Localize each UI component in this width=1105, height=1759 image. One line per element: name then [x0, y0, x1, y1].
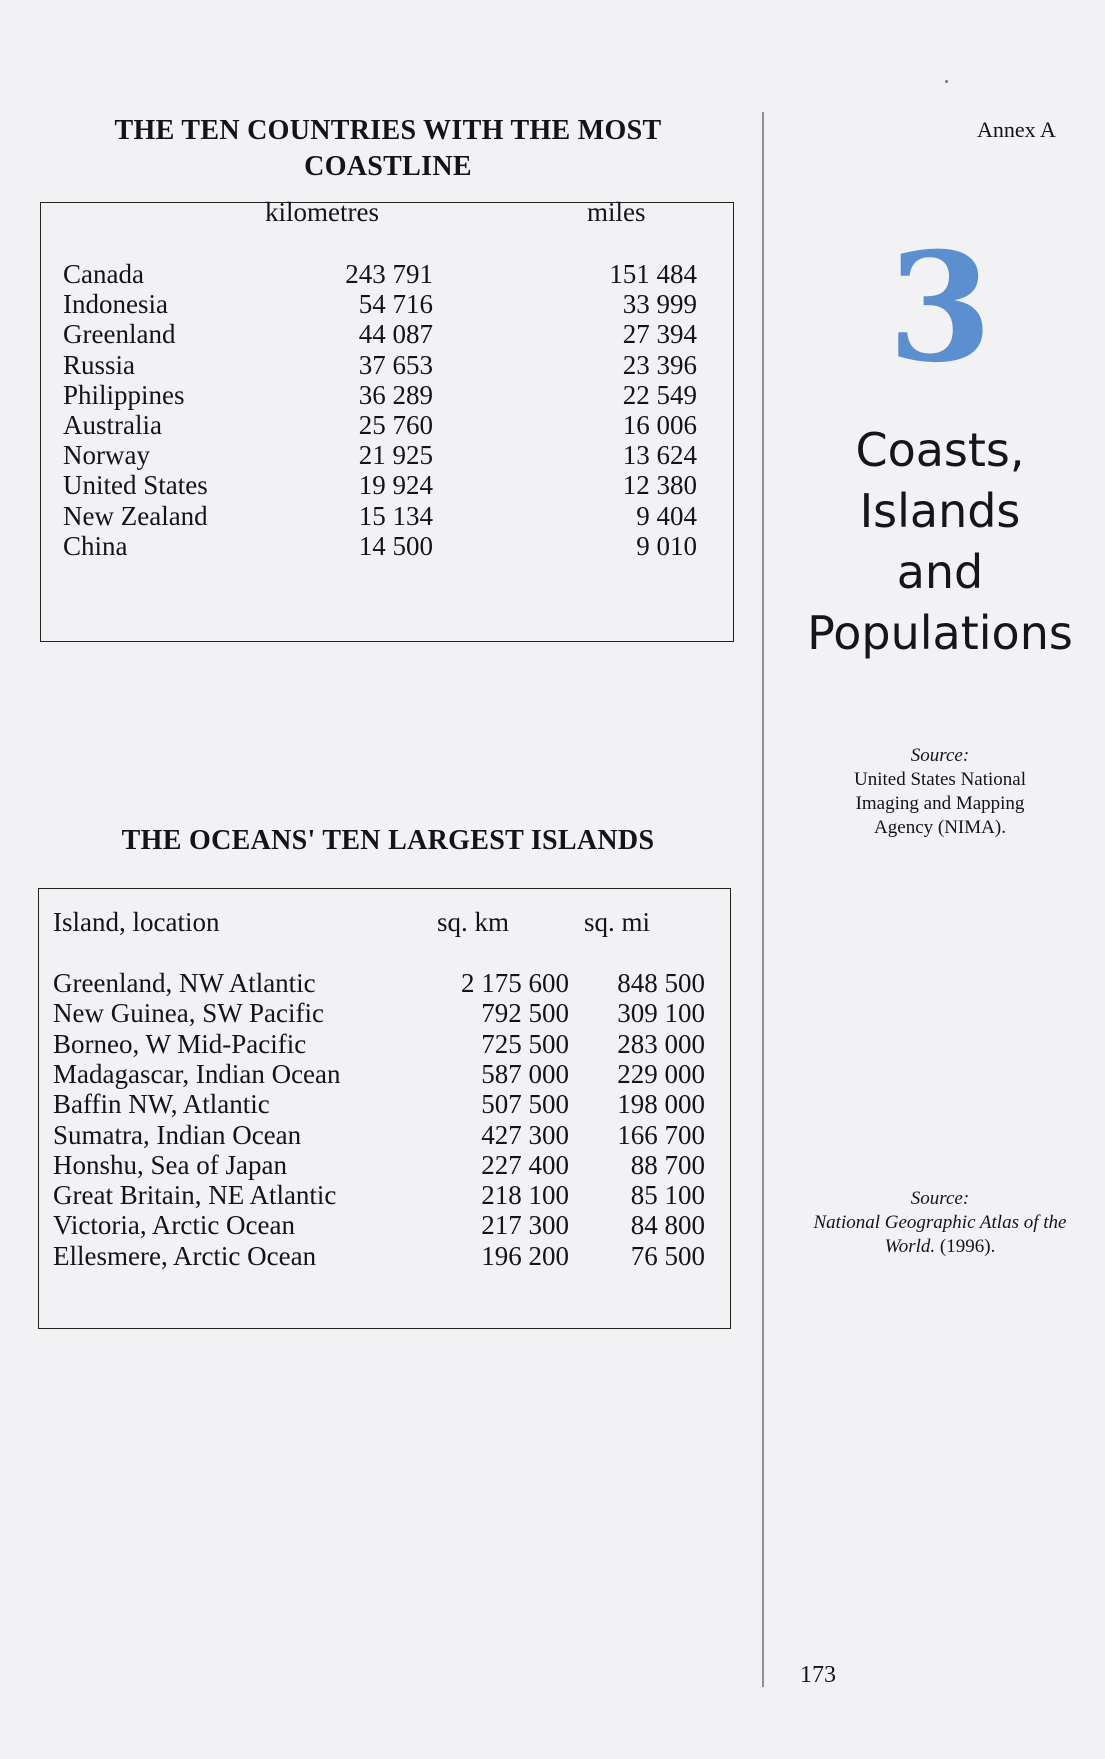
source-line: Imaging and Mapping	[855, 793, 1025, 814]
island-row	[39, 1027, 730, 1061]
source-citation	[790, 1211, 1090, 1259]
country-name: China	[63, 530, 128, 561]
island-name: Ellesmere, Arctic Ocean	[53, 1240, 317, 1271]
value-km: 25 760	[358, 410, 433, 440]
chapter-title-line: and	[896, 545, 984, 599]
country-name: Australia	[63, 410, 162, 440]
value-sqmi: 283 000	[617, 1028, 705, 1059]
value-sqkm: 587 000	[481, 1058, 569, 1089]
value-mi: 33 999	[622, 289, 697, 320]
island-row	[39, 1118, 730, 1152]
value-mi: 13 624	[622, 440, 697, 471]
value-km: 21 925	[358, 440, 433, 471]
island-name: Borneo, W Mid-Pacific	[53, 1028, 307, 1059]
source-label: Source:	[910, 745, 970, 766]
value-mi: 12 380	[622, 470, 697, 501]
island-row	[39, 1087, 730, 1121]
value-sqkm: 196 200	[481, 1240, 569, 1271]
coastline-row	[41, 317, 733, 351]
island-row	[39, 1239, 730, 1273]
value-sqmi: 229 000	[617, 1058, 705, 1089]
island-row	[39, 1148, 730, 1182]
island-name: Great Britain, NE Atlantic	[53, 1180, 337, 1211]
country-name: New Zealand	[63, 500, 208, 531]
value-sqmi: 85 100	[630, 1180, 705, 1211]
country-name: United States	[63, 470, 208, 501]
value-sqmi: 166 700	[617, 1119, 705, 1150]
coastline-table-title: THE TEN COUNTRIES WITH THE MOST COASTLINE	[114, 115, 662, 182]
country-name: Norway	[63, 440, 150, 471]
value-sqkm: 227 400	[481, 1149, 569, 1180]
island-name: Sumatra, Indian Ocean	[53, 1119, 302, 1150]
page-number: 173	[800, 1662, 836, 1688]
coastline-row	[41, 378, 733, 412]
value-sqmi: 88 700	[630, 1149, 705, 1180]
island-row	[39, 1178, 730, 1212]
coastline-row	[41, 257, 733, 291]
coastline-row	[41, 408, 733, 442]
column-divider	[762, 112, 764, 1687]
value-sqkm: 217 300	[481, 1210, 569, 1241]
value-sqmi: 84 800	[630, 1210, 705, 1241]
island-name: Baffin NW, Atlantic	[53, 1089, 270, 1120]
value-km: 14 500	[358, 530, 433, 561]
value-km: 19 924	[358, 470, 433, 501]
island-row	[39, 966, 730, 1000]
country-name: Philippines	[63, 379, 185, 410]
source-line: United States National	[853, 769, 1027, 790]
island-row	[39, 1208, 730, 1242]
islands-table	[38, 888, 731, 1329]
col-header-island: Island, location	[53, 907, 220, 937]
island-name: Honshu, Sea of Japan	[53, 1149, 287, 1180]
value-sqkm: 507 500	[481, 1089, 569, 1120]
coastline-row	[41, 529, 733, 563]
chapter-title-line: Islands	[859, 484, 1021, 538]
value-sqkm: 218 100	[481, 1180, 569, 1211]
coastline-row	[41, 348, 733, 382]
annex-label: Annex A	[977, 117, 1056, 142]
col-header-km: kilometres	[265, 197, 379, 227]
value-km: 243 791	[345, 259, 433, 289]
value-sqkm: 725 500	[481, 1028, 569, 1059]
island-row	[39, 996, 730, 1030]
coastline-header-row	[41, 195, 733, 229]
value-mi: 27 394	[622, 319, 697, 350]
source-year: (1996).	[939, 1236, 996, 1257]
island-name: Victoria, Arctic Ocean	[53, 1210, 296, 1241]
value-km: 44 087	[358, 319, 433, 350]
value-mi: 9 010	[636, 530, 697, 561]
chapter-number: 3	[887, 220, 993, 396]
island-name: New Guinea, SW Pacific	[53, 998, 324, 1029]
source-title: National Geographic Atlas of the World.	[813, 1212, 1067, 1257]
islands-header-row	[39, 905, 730, 939]
value-mi: 9 404	[636, 500, 697, 531]
coastline-row	[41, 287, 733, 321]
island-name: Greenland, NW Atlantic	[53, 968, 316, 998]
source-label: Source:	[910, 1188, 970, 1209]
value-sqkm: 427 300	[481, 1119, 569, 1150]
value-km: 37 653	[358, 349, 433, 380]
coastline-row	[41, 468, 733, 502]
value-mi: 16 006	[622, 410, 697, 440]
source-line: Agency (NIMA).	[874, 817, 1006, 838]
value-sqmi: 309 100	[617, 998, 705, 1029]
country-name: Canada	[63, 259, 144, 289]
source-islands	[790, 1187, 1090, 1259]
chapter-title	[790, 420, 1090, 664]
value-sqmi: 848 500	[617, 968, 705, 998]
value-mi: 22 549	[622, 379, 697, 410]
col-header-sqmi: sq. mi	[584, 907, 651, 937]
coastline-row	[41, 438, 733, 472]
coastline-row	[41, 499, 733, 533]
value-km: 54 716	[358, 289, 433, 320]
value-sqmi: 76 500	[630, 1240, 705, 1271]
source-coastline	[790, 744, 1090, 840]
chapter-title-line: Coasts,	[855, 423, 1025, 477]
value-mi: 151 484	[609, 259, 697, 289]
coastline-table	[40, 197, 734, 642]
country-name: Greenland	[63, 319, 176, 350]
value-km: 36 289	[358, 379, 433, 410]
value-mi: 23 396	[622, 349, 697, 380]
island-name: Madagascar, Indian Ocean	[53, 1058, 341, 1089]
value-km: 15 134	[358, 500, 433, 531]
country-name: Russia	[63, 349, 136, 380]
col-header-mi: miles	[587, 197, 646, 227]
speck	[945, 80, 948, 83]
value-sqkm: 2 175 600	[461, 968, 569, 998]
value-sqkm: 792 500	[481, 998, 569, 1029]
islands-table-title: THE OCEANS' TEN LARGEST ISLANDS	[121, 825, 655, 856]
value-sqmi: 198 000	[617, 1089, 705, 1120]
chapter-title-line: Populations	[807, 606, 1073, 660]
island-row	[39, 1057, 730, 1091]
country-name: Indonesia	[63, 289, 168, 320]
col-header-sqkm: sq. km	[437, 907, 510, 937]
